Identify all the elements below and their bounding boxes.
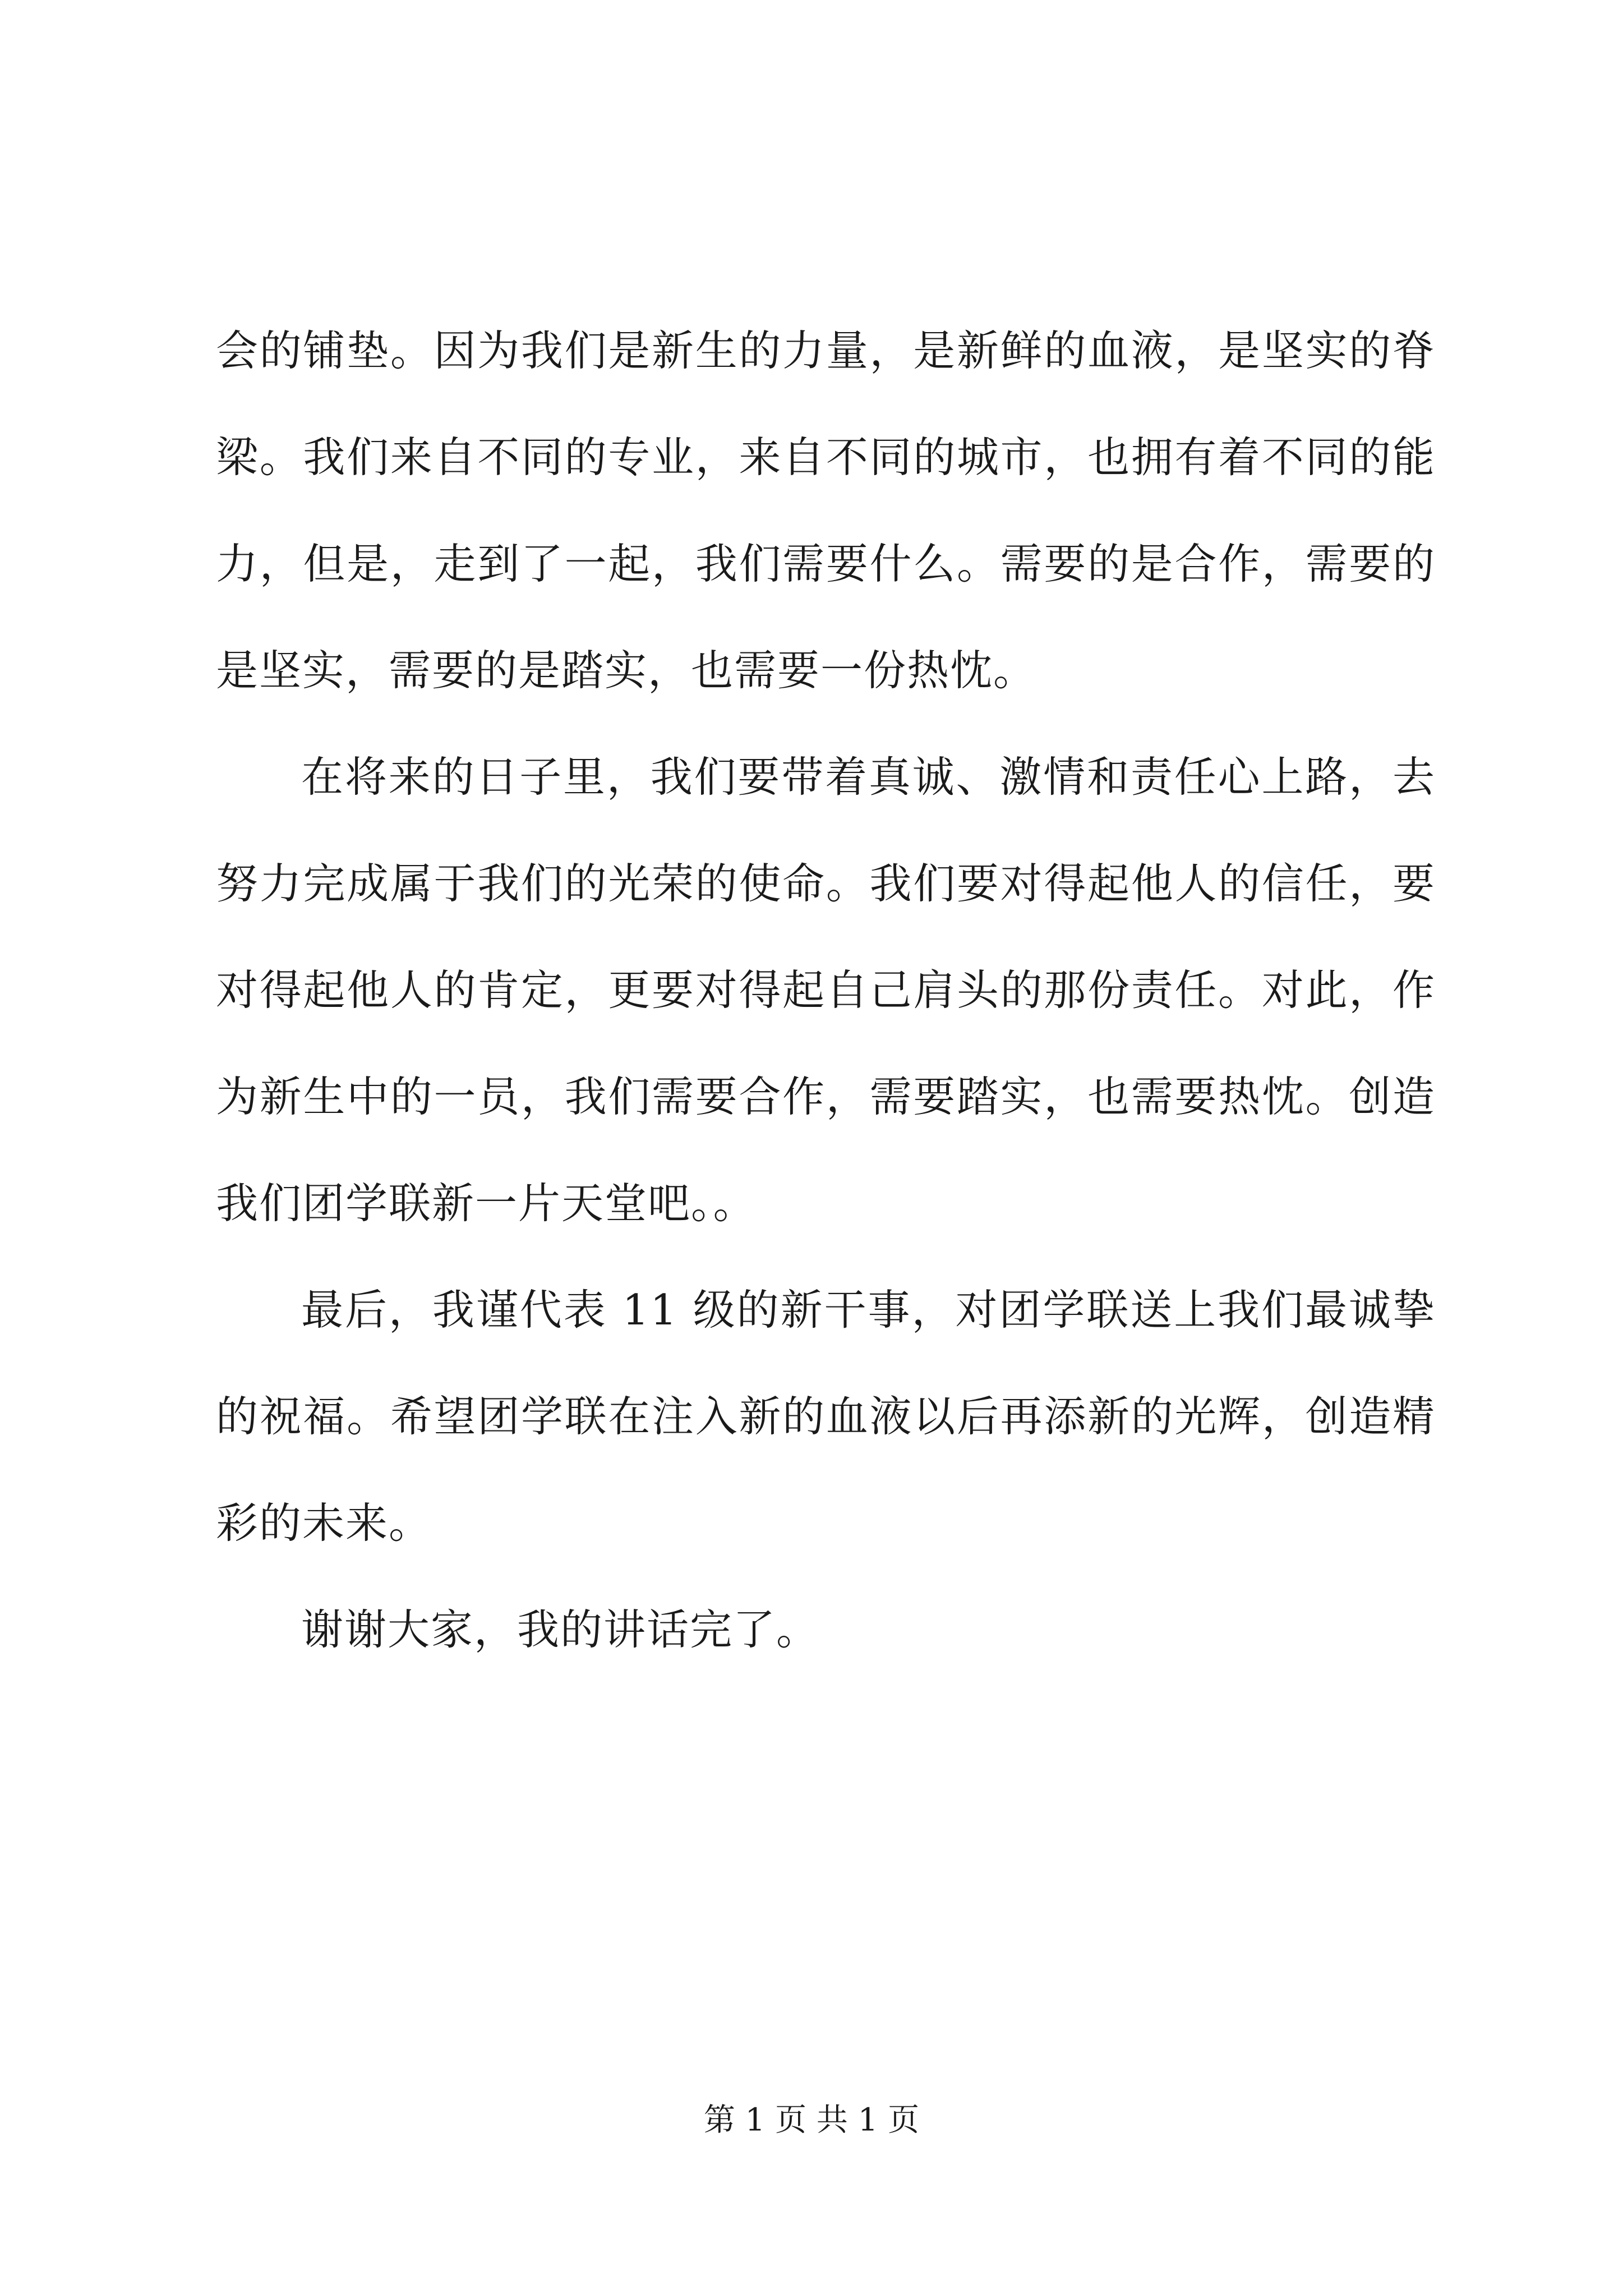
page-number-footer: 第 1 页 共 1 页 <box>703 2102 920 2138</box>
paragraph-thanks: 谢谢大家，我的讲话完了。 <box>301 1605 820 1654</box>
paragraph-closing-wishes: 最后，我谨代表 11 级的新干事，对团学联送上我们最诚挚的祝福。希望团学联在注入新的血液以后再添新的光辉，创造精彩的未来。 <box>216 1285 1436 1548</box>
paragraph-future: 在将来的日子里，我们要带着真诚、激情和责任心上路，去努力完成属于我们的光荣的使命。我们要对得起他人的信任，要对得起他人的肯定，更要对得起自己肩头的那份责任。对此，作为新生中的一员，我们需要合作，需要踏实，也需要热忱。创造我们团学联新一片天堂吧。。 <box>216 752 1436 1228</box>
document-body <box>216 297 1436 1683</box>
paragraph-continuation: 会的铺垫。因为我们是新生的力量，是新鲜的血液，是坚实的脊梁。我们来自不同的专业，来自不同的城市，也拥有着不同的能力，但是，走到了一起，我们需要什么。需要的是合作，需要的是坚实，需要的是踏实，也需要一份热忱。 <box>216 326 1436 695</box>
